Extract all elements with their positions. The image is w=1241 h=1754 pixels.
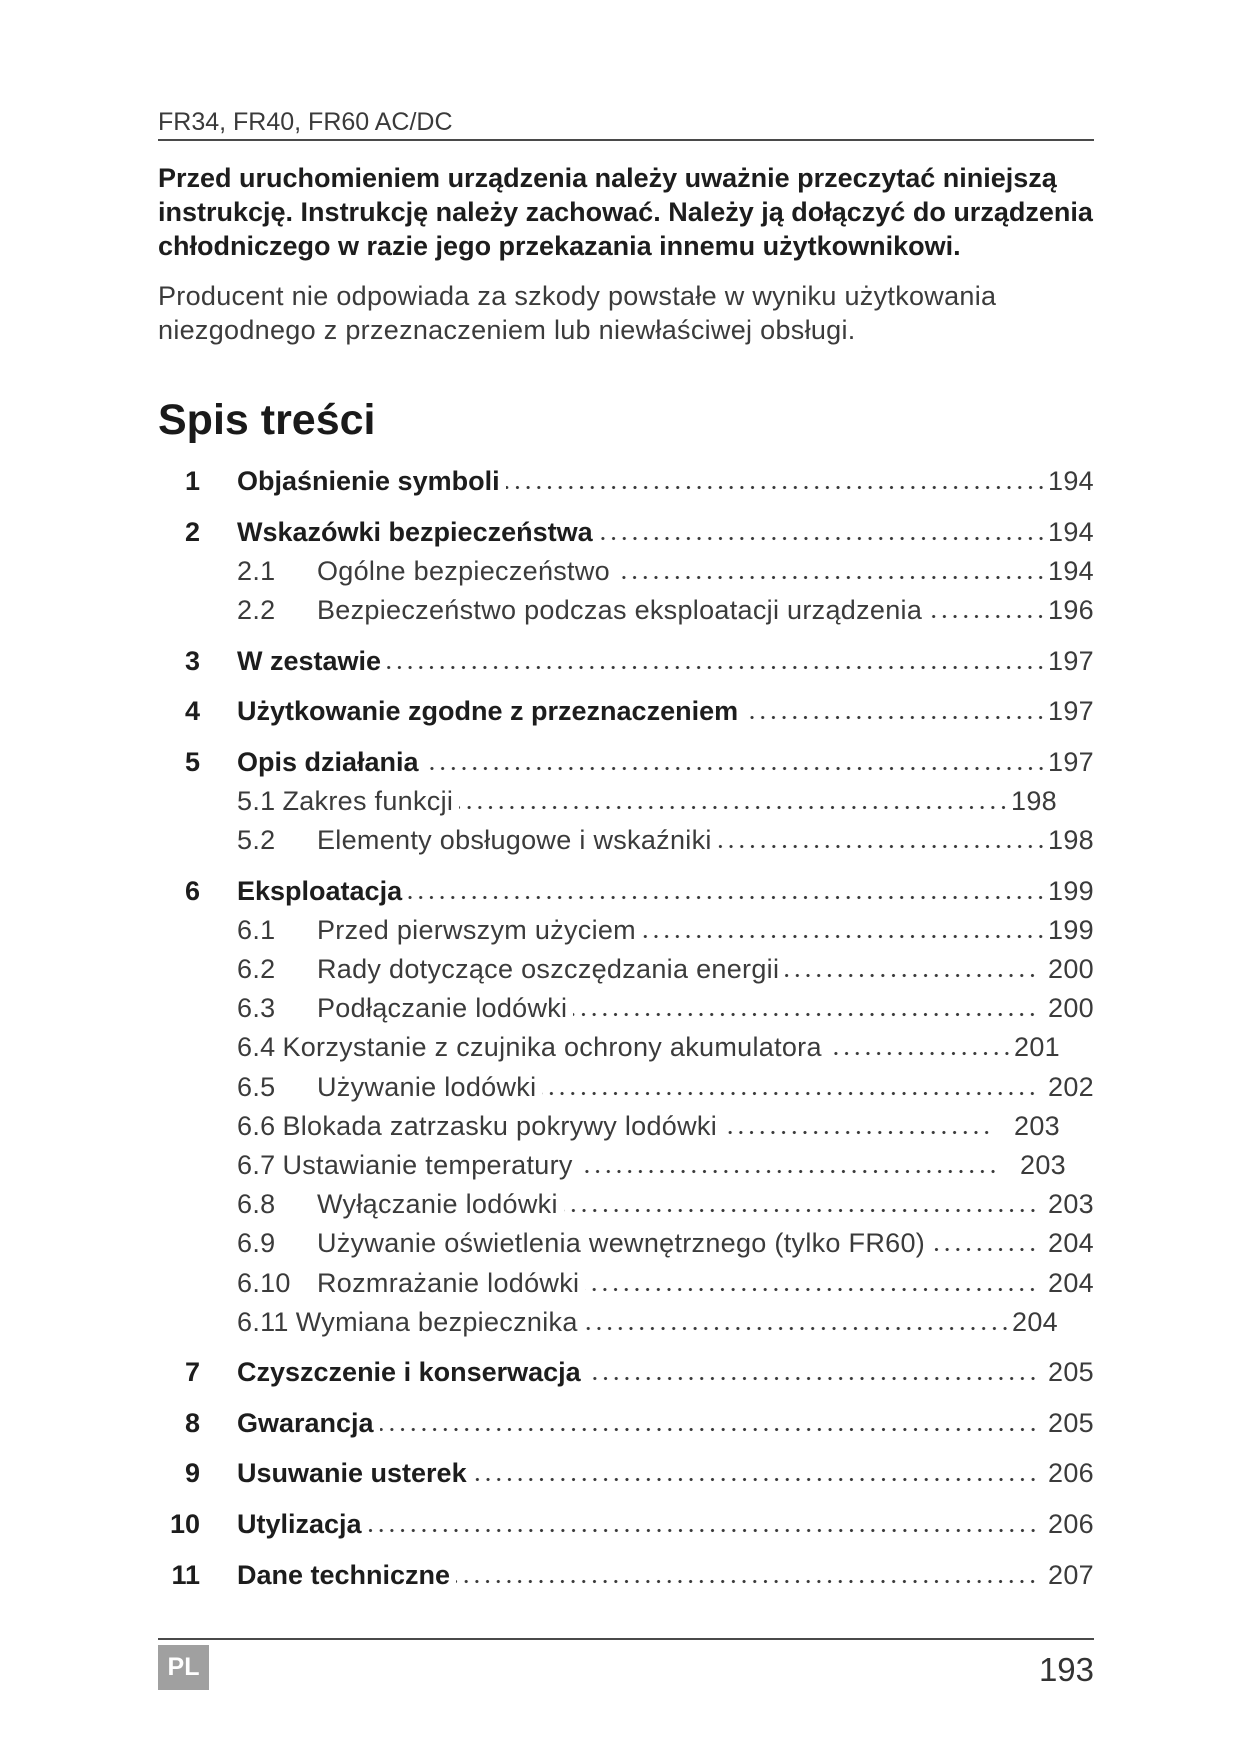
toc-page-number: 197 (1048, 696, 1094, 727)
toc-page-number: 203 (1014, 1110, 1060, 1141)
dot-leader (456, 1579, 1038, 1584)
toc-page-number: 205 (1048, 1407, 1094, 1438)
dot-leader (599, 536, 1046, 541)
toc-page-number: 196 (1048, 594, 1094, 625)
dot-leader (506, 485, 1046, 490)
footer-rule (158, 1638, 1094, 1640)
toc-page-number: 197 (1048, 746, 1094, 777)
dot-leader (587, 1376, 1038, 1381)
toc-page-number: 199 (1048, 875, 1094, 906)
toc-section-number: 6.8 (237, 1189, 276, 1220)
toc-chapter-number: 1 (184, 466, 200, 496)
toc-section-title: Wyłączanie lodówki (317, 1189, 558, 1220)
toc-page-number: 199 (1048, 914, 1094, 945)
toc-page-number: 198 (1011, 785, 1057, 816)
toc-section-6-9 (158, 1224, 1094, 1263)
toc-section-6-2 (158, 950, 1094, 989)
toc-chapter-10 (158, 1505, 1094, 1544)
toc-chapter-title: Użytkowanie zgodne z przeznaczeniem (237, 696, 739, 727)
toc-page-number: 203 (1020, 1149, 1066, 1180)
dot-leader (459, 805, 1009, 810)
dot-leader (828, 1051, 1012, 1056)
toc-section-title: Używanie lodówki (317, 1071, 537, 1102)
toc-section-number: 6.7 (237, 1149, 276, 1180)
toc-chapter-9 (158, 1454, 1094, 1493)
toc-chapter-title: Gwarancja (237, 1407, 374, 1438)
toc-section-2-1 (158, 552, 1094, 591)
toc-section-number: 6.2 (237, 954, 276, 985)
dot-leader (542, 1091, 1038, 1096)
toc-section-6-11 (158, 1303, 1094, 1342)
toc-chapter-title: W zestawie (237, 645, 382, 676)
dot-leader (579, 1169, 998, 1174)
toc-page-number: 206 (1048, 1509, 1094, 1540)
toc-chapter-title: Usuwanie usterek (237, 1458, 467, 1489)
toc-section-6-1 (158, 911, 1094, 950)
toc-page-number: 206 (1048, 1458, 1094, 1489)
toc-chapter-3 (158, 642, 1094, 681)
header-rule (158, 139, 1094, 141)
dot-leader (425, 766, 1046, 771)
toc-chapter-title: Dane techniczne (237, 1559, 451, 1590)
toc-section-number: 2.2 (237, 594, 276, 625)
dot-leader (573, 1012, 1038, 1017)
toc-section-number: 6.6 (237, 1110, 276, 1141)
toc-section-title: Bezpieczeństwo podczas eksploatacji urządzenia (317, 594, 923, 625)
toc-page-number: 204 (1048, 1228, 1094, 1259)
dot-leader (473, 1477, 1038, 1482)
toc-section-title: Podłączanie lodówki (317, 993, 568, 1024)
toc-page-number: 205 (1048, 1357, 1094, 1388)
toc-page-number: 194 (1048, 466, 1094, 496)
dot-leader (380, 1427, 1038, 1432)
dot-leader (387, 665, 1046, 670)
dot-leader (616, 575, 1046, 580)
toc-section-6-3 (158, 989, 1094, 1028)
toc-chapter-number: 5 (184, 746, 200, 777)
toc-page-number: 200 (1048, 993, 1094, 1024)
toc-page-number: 197 (1048, 645, 1094, 676)
toc-page-number: 202 (1048, 1071, 1094, 1102)
toc-section-title: Rozmrażanie lodówki (317, 1267, 580, 1298)
toc-section-title: Ustawianie temperatury (282, 1149, 573, 1180)
toc-section-number: 6.1 (237, 914, 276, 945)
toc-section-2-2 (158, 591, 1094, 630)
toc-page-number: 204 (1012, 1306, 1058, 1337)
disclaimer-line: Producent nie odpowiada za szkody powstałe w wyniku użytkowania (158, 281, 997, 311)
dot-leader (584, 1326, 1010, 1331)
header-model-line: FR34, FR40, FR60 AC/DC (158, 108, 453, 136)
toc-chapter-6 (158, 872, 1094, 911)
toc-page-number: 201 (1014, 1032, 1060, 1063)
dot-leader (723, 1130, 992, 1135)
toc-chapter-7 (158, 1353, 1094, 1392)
toc-chapter-title: Utylizacja (237, 1509, 362, 1540)
toc-chapter-1 (158, 462, 1094, 501)
safety-notice (158, 161, 1093, 263)
toc-section-number: 2.1 (237, 555, 276, 586)
notice-line: instrukcję. Instrukcję należy zachować. Należy ją dołączyć do urządzenia (158, 197, 1093, 227)
toc-chapter-title: Czyszczenie i konserwacja (237, 1357, 581, 1388)
page-number: 193 (1038, 1651, 1094, 1688)
toc-chapter-number: 8 (184, 1407, 200, 1438)
table-of-contents (158, 462, 1094, 1595)
toc-page-number: 207 (1048, 1559, 1094, 1590)
toc-section-number: 5.1 (237, 785, 276, 816)
toc-section-6-7 (158, 1146, 1094, 1185)
dot-leader (585, 1287, 1038, 1292)
toc-section-number: 6.5 (237, 1071, 276, 1102)
dot-leader (408, 895, 1046, 900)
toc-chapter-5 (158, 743, 1094, 782)
toc-section-6-8 (158, 1185, 1094, 1224)
toc-chapter-title: Opis działania (237, 746, 419, 777)
dot-leader (718, 844, 1046, 849)
toc-heading: Spis treści (158, 396, 376, 444)
toc-section-number: 5.2 (237, 825, 276, 856)
toc-section-5-2 (158, 821, 1094, 860)
toc-chapter-number: 6 (184, 875, 200, 906)
toc-chapter-number: 10 (169, 1509, 200, 1540)
toc-chapter-11 (158, 1556, 1094, 1595)
toc-section-number: 6.3 (237, 993, 276, 1024)
toc-section-6-4 (158, 1028, 1094, 1067)
language-tab: PL (158, 1645, 209, 1690)
toc-chapter-number: 3 (184, 645, 200, 676)
disclaimer-line: niezgodnego z przeznaczeniem lub niewłaściwej obsługi. (158, 315, 856, 345)
toc-section-title: Rady dotyczące oszczędzania energii (317, 954, 780, 985)
dot-leader (564, 1208, 1038, 1213)
dot-leader (785, 973, 1038, 978)
toc-chapter-number: 9 (184, 1458, 200, 1489)
toc-section-5-1 (158, 782, 1094, 821)
toc-section-number: 6.10 (237, 1267, 291, 1298)
toc-section-title: Używanie oświetlenia wewnętrznego (tylko FR60) (317, 1228, 926, 1259)
toc-page-number: 194 (1048, 516, 1094, 547)
toc-page-number: 200 (1048, 954, 1094, 985)
toc-section-title: Ogólne bezpieczeństwo (317, 555, 610, 586)
toc-section-6-10 (158, 1264, 1094, 1303)
toc-page-number: 194 (1048, 555, 1094, 586)
toc-section-number: 6.11 (237, 1306, 289, 1337)
dot-leader (928, 614, 1046, 619)
toc-section-6-5 (158, 1068, 1094, 1107)
toc-section-title: Przed pierwszym użyciem (317, 914, 636, 945)
toc-chapter-title: Objaśnienie symboli (237, 466, 500, 496)
toc-section-number: 6.9 (237, 1228, 276, 1259)
toc-chapter-8 (158, 1404, 1094, 1443)
dot-leader (931, 1247, 1038, 1252)
dot-leader (744, 715, 1046, 720)
liability-disclaimer (158, 279, 996, 347)
toc-chapter-title: Eksploatacja (237, 875, 403, 906)
toc-page-number: 203 (1048, 1189, 1094, 1220)
toc-section-number: 6.4 (237, 1032, 276, 1063)
notice-line: Przed uruchomieniem urządzenia należy uważnie przeczytać niniejszą (158, 163, 1057, 193)
toc-chapter-4 (158, 692, 1094, 731)
dot-leader (368, 1528, 1038, 1533)
toc-section-title: Blokada zatrzasku pokrywy lodówki (282, 1110, 718, 1141)
toc-page-number: 198 (1048, 825, 1094, 856)
toc-section-title: Elementy obsługowe i wskaźniki (317, 825, 712, 856)
toc-chapter-number: 11 (171, 1559, 200, 1590)
toc-section-title: Korzystanie z czujnika ochrony akumulatora (282, 1032, 822, 1063)
toc-chapter-number: 7 (184, 1357, 200, 1388)
dot-leader (642, 934, 1046, 939)
notice-line: chłodniczego w razie jego przekazania innemu użytkownikowi. (158, 231, 961, 261)
toc-chapter-number: 4 (184, 696, 200, 727)
toc-chapter-title: Wskazówki bezpieczeństwa (237, 516, 593, 547)
toc-section-6-6 (158, 1107, 1094, 1146)
toc-page-number: 204 (1048, 1267, 1094, 1298)
toc-chapter-2 (158, 513, 1094, 552)
toc-section-title: Zakres funkcji (282, 785, 454, 816)
toc-section-title: Wymiana bezpiecznika (295, 1306, 578, 1337)
toc-chapter-number: 2 (184, 516, 200, 547)
